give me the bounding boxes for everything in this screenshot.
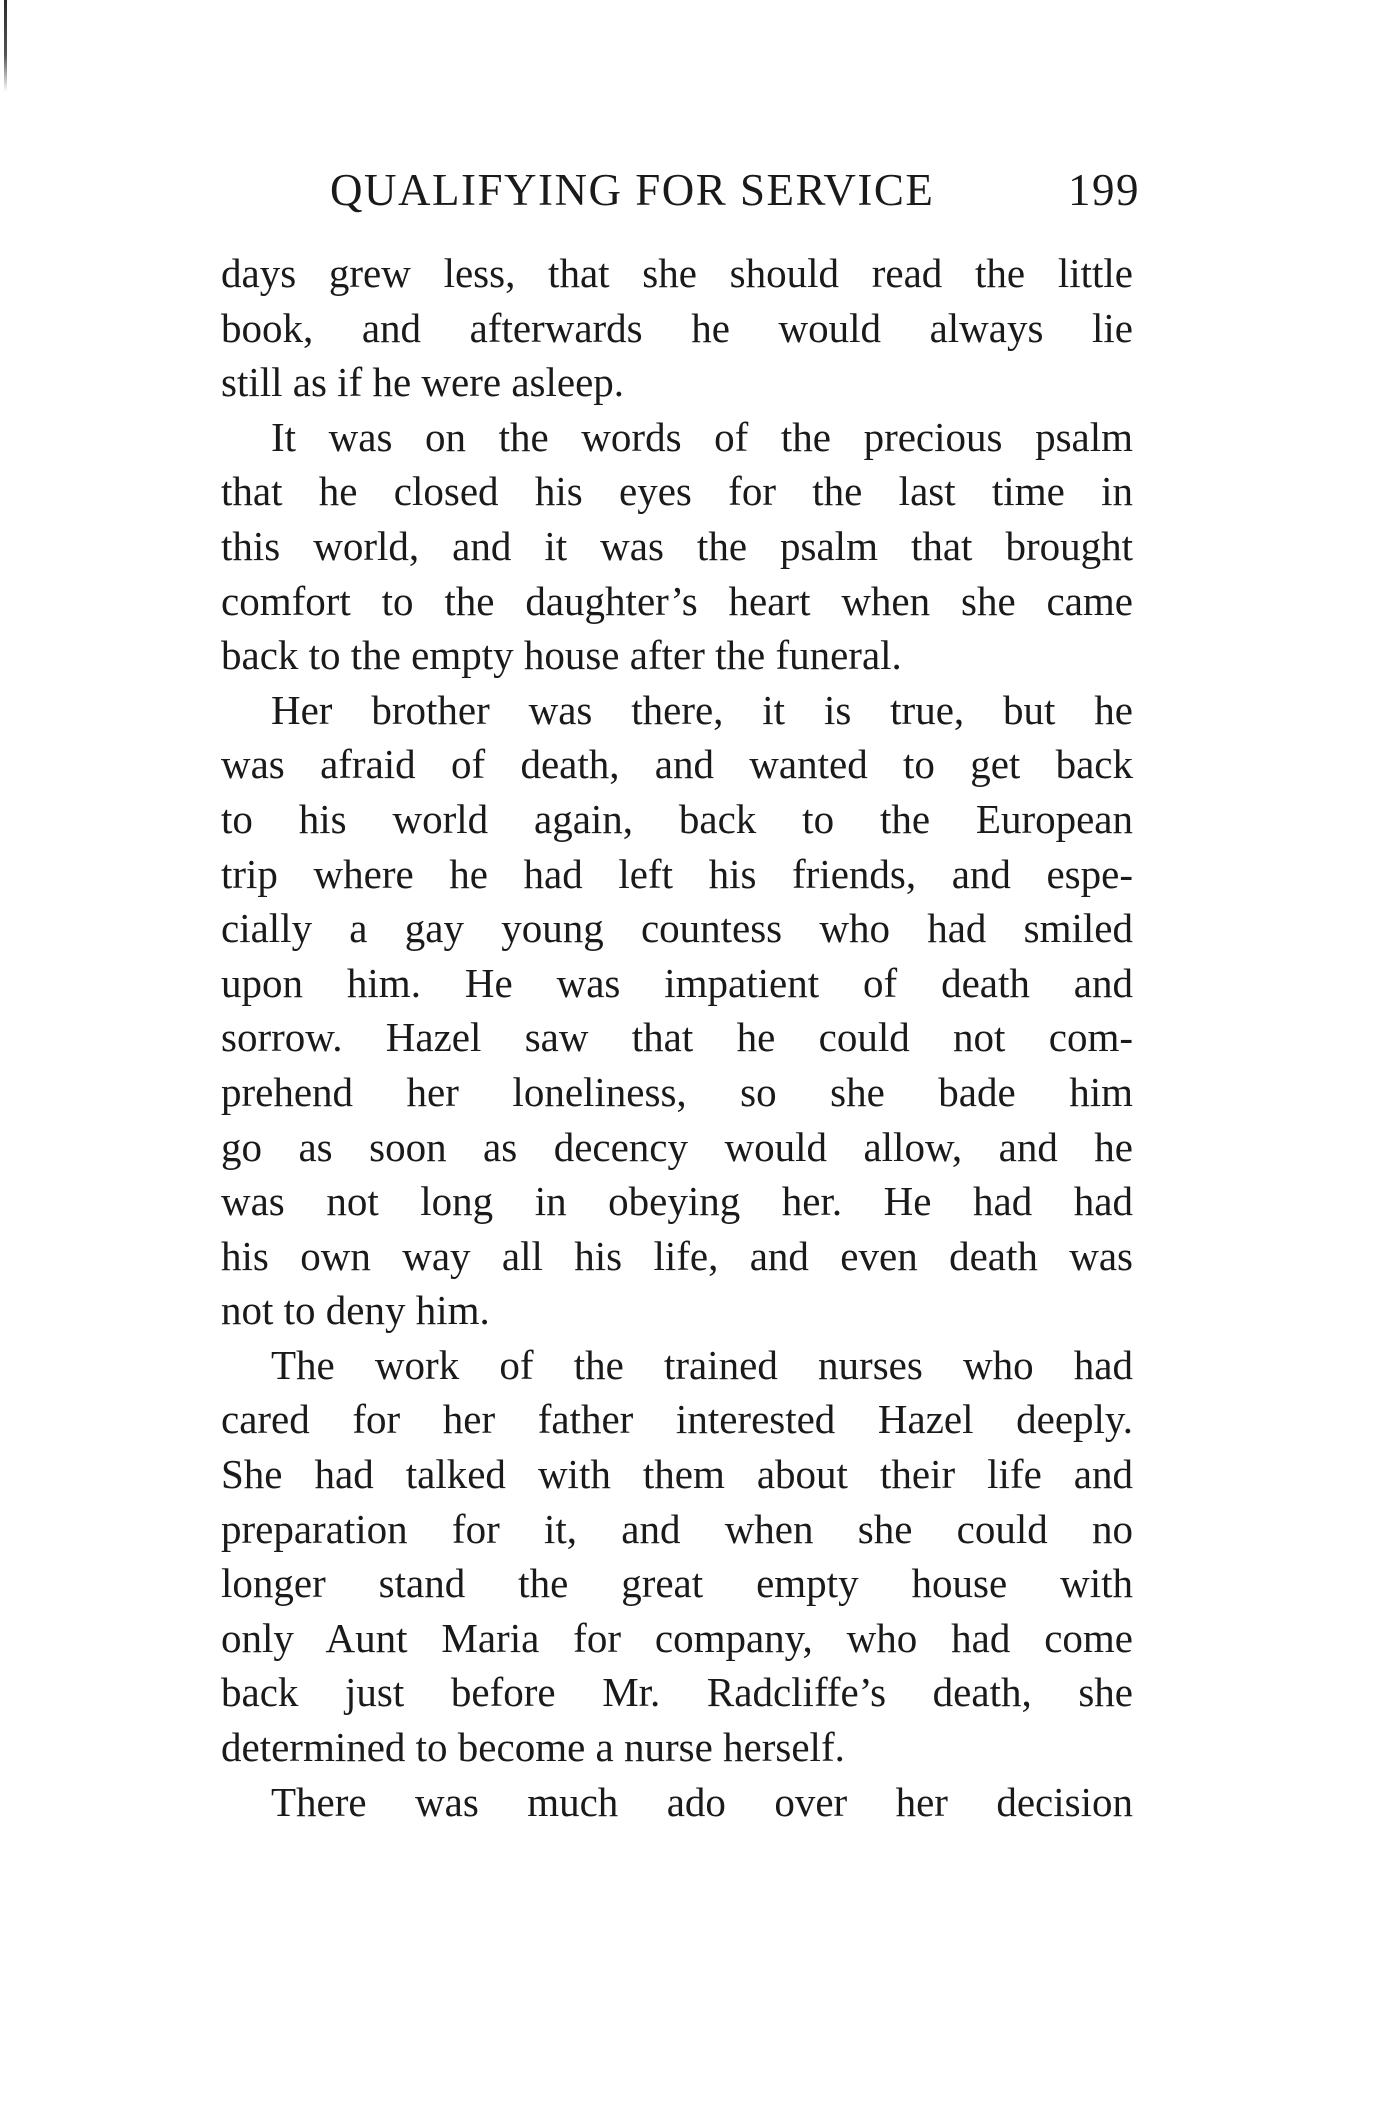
text-line: was not long in obeying her. He had had — [221, 1178, 1133, 1225]
page-edge-mark — [4, 0, 7, 92]
text-line: The work of the trained nurses who had — [271, 1341, 1133, 1388]
text-line: upon him. He was impatient of death and — [221, 959, 1133, 1006]
paragraph — [221, 410, 1133, 683]
page-number: 199 — [1068, 165, 1140, 215]
text-line: his own way all his life, and even death was — [221, 1232, 1133, 1279]
text-line: prehend her loneliness, so she bade him — [221, 1068, 1133, 1115]
text-line: Her brother was there, it is true, but he — [271, 686, 1133, 733]
text-line: to his world again, back to the European — [221, 795, 1133, 842]
text-line: that he closed his eyes for the last time in — [221, 468, 1133, 515]
text-line: She had talked with them about their life and — [221, 1451, 1133, 1498]
text-line: longer stand the great empty house with — [221, 1560, 1133, 1607]
text-line: comfort to the daughter’s heart when she came — [221, 577, 1133, 624]
text-line: It was on the words of the precious psalm — [271, 413, 1133, 460]
paragraph — [221, 1775, 1133, 1830]
text-line: this world, and it was the psalm that brought — [221, 522, 1133, 569]
text-line: back just before Mr. Radcliffe’s death, she — [221, 1669, 1133, 1716]
text-line: determined to become a nurse herself. — [221, 1724, 845, 1771]
paragraph — [221, 683, 1133, 1338]
text-line: cially a gay young countess who had smiled — [221, 905, 1133, 952]
text-line: trip where he had left his friends, and espe- — [221, 850, 1133, 897]
text-line: book, and afterwards he would always lie — [221, 304, 1133, 351]
text-line: There was much ado over her decision — [271, 1778, 1133, 1825]
paragraph — [221, 1338, 1133, 1775]
text-line: only Aunt Maria for company, who had come — [221, 1614, 1133, 1661]
text-line: back to the empty house after the funeral. — [221, 632, 902, 679]
text-line: preparation for it, and when she could no — [221, 1505, 1133, 1552]
text-line: days grew less, that she should read the little — [221, 250, 1133, 296]
text-line: go as soon as decency would allow, and he — [221, 1123, 1133, 1170]
running-title: QUALIFYING FOR SERVICE — [330, 165, 935, 215]
body-text — [221, 246, 1133, 1829]
text-line: not to deny him. — [221, 1287, 490, 1334]
text-line: sorrow. Hazel saw that he could not com- — [221, 1014, 1133, 1061]
text-line: still as if he were asleep. — [221, 359, 625, 406]
running-head — [330, 160, 1140, 220]
text-line: was afraid of death, and wanted to get back — [221, 741, 1133, 788]
text-line: cared for her father interested Hazel deeply. — [221, 1396, 1133, 1443]
paragraph — [221, 246, 1133, 410]
